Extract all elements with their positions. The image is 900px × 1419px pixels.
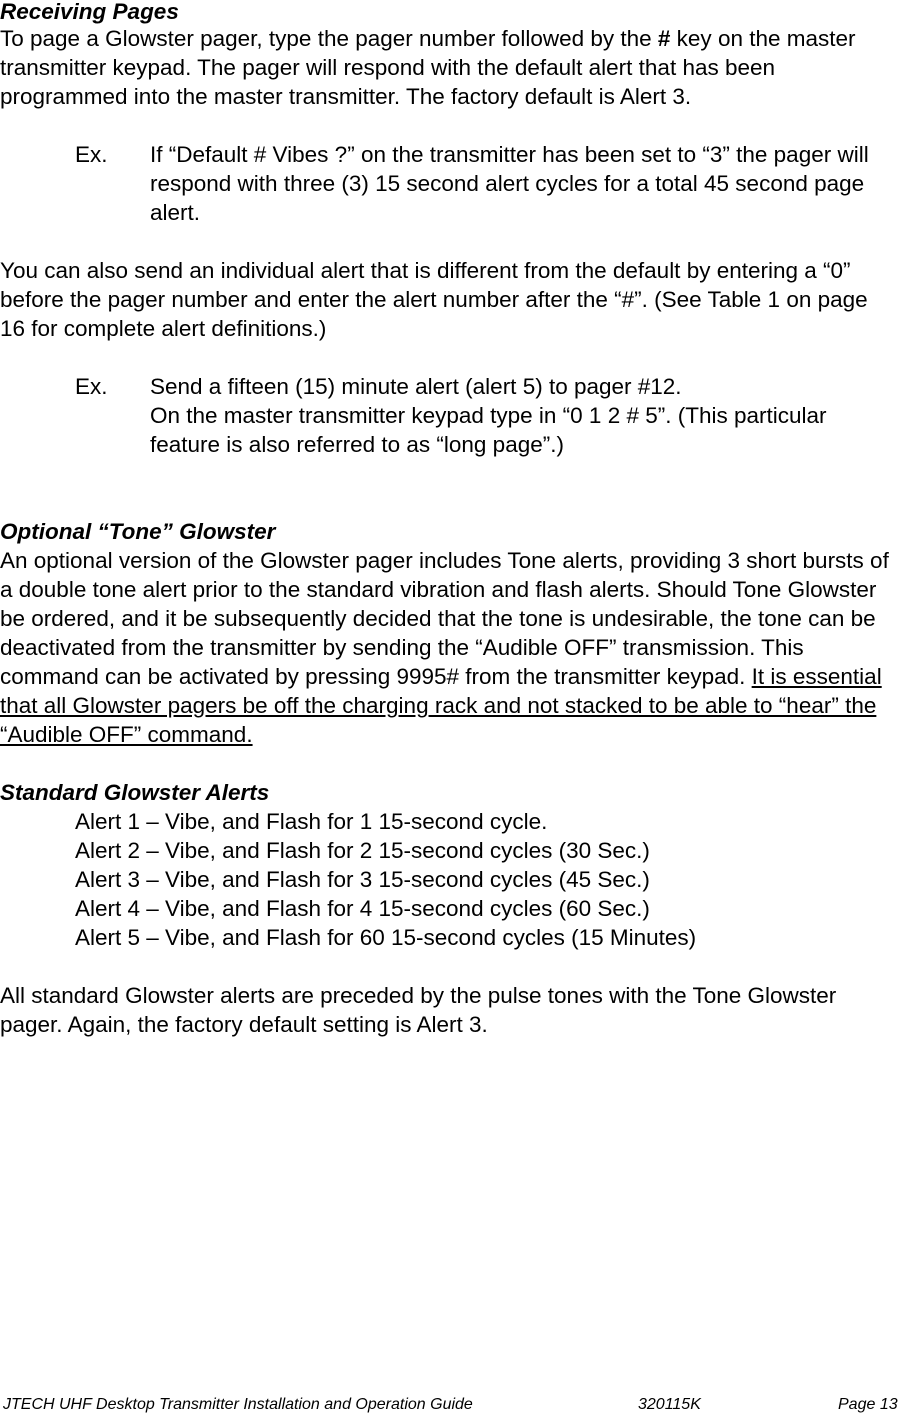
alert-item: Alert 2 – Vibe, and Flash for 2 15-second cycles (30 Sec.) xyxy=(75,838,650,863)
footer-page-number: Page 13 xyxy=(838,1396,898,1413)
section-heading-optional-tone: Optional “Tone” Glowster xyxy=(0,519,276,544)
receiving-pages-paragraph xyxy=(0,24,890,111)
example-line: Send a fifteen (15) minute alert (alert 5) to pager #12. xyxy=(150,374,682,399)
example-text: If “Default # Vibes ?” on the transmitter has been set to “3” the pager will respond with three (3) 15 second alert cycles for a total 45 second page alert. xyxy=(150,142,869,225)
alert-item: Alert 4 – Vibe, and Flash for 4 15-second cycles (60 Sec.) xyxy=(75,896,650,921)
section-heading-standard-alerts: Standard Glowster Alerts xyxy=(0,780,270,805)
alert-item: Alert 5 – Vibe, and Flash for 60 15-second cycles (15 Minutes) xyxy=(75,925,697,950)
alert-item: Alert 1 – Vibe, and Flash for 1 15-second cycle. xyxy=(75,809,548,834)
footer-guide-title: JTECH UHF Desktop Transmitter Installation and Operation Guide xyxy=(3,1396,473,1413)
alerts-list xyxy=(0,807,900,952)
example-line: On the master transmitter keypad type in “0 1 2 # 5”. (This particular feature is also referred to as “long page”.) xyxy=(150,403,827,457)
paragraph-text-continued: key on the master transmitter keypad. The pager will respond with the default alert that has been programmed into the master transmitter. The factory default is Alert 3. xyxy=(0,26,856,109)
example-label: Ex. xyxy=(75,374,108,399)
page-footer xyxy=(0,1394,900,1416)
closing-paragraph: All standard Glowster alerts are preceded by the pulse tones with the Tone Glowster pager. Again, the factory default setting is Alert 3. xyxy=(0,983,837,1037)
section-heading-receiving-pages: Receiving Pages xyxy=(0,0,179,24)
example-long-page xyxy=(0,372,840,459)
optional-tone-paragraph xyxy=(0,546,890,749)
example-default-vibes xyxy=(0,140,880,227)
footer-doc-number: 320115K xyxy=(638,1396,701,1413)
individual-alert-paragraph: You can also send an individual alert that is different from the default by entering a “0” before the pager number and enter the alert number after the “#”. (See Table 1 on page 16 for complete alert definitions.) xyxy=(0,258,868,341)
example-label: Ex. xyxy=(75,142,108,167)
underlined-warning: It is essential that all Glowster pagers be off the charging rack and not stacked to be able to “hear” the “Audible OFF” command. xyxy=(0,664,882,747)
hash-key-bold: # xyxy=(657,26,671,51)
paragraph-text: To page a Glowster pager, type the pager number followed by the xyxy=(0,26,658,51)
paragraph-text: An optional version of the Glowster pager includes Tone alerts, providing 3 short bursts of a double tone alert prior to the standard vibration and flash alerts. Should Tone Glowster be ordered, and it be subsequently decided that the tone is undesirable, the tone can be deactivated from the transmitter by sending the “Audible OFF” transmission. This command can be activated by pressing 9995# from the transmitter keypad. xyxy=(0,548,889,689)
alert-item: Alert 3 – Vibe, and Flash for 3 15-second cycles (45 Sec.) xyxy=(75,867,650,892)
